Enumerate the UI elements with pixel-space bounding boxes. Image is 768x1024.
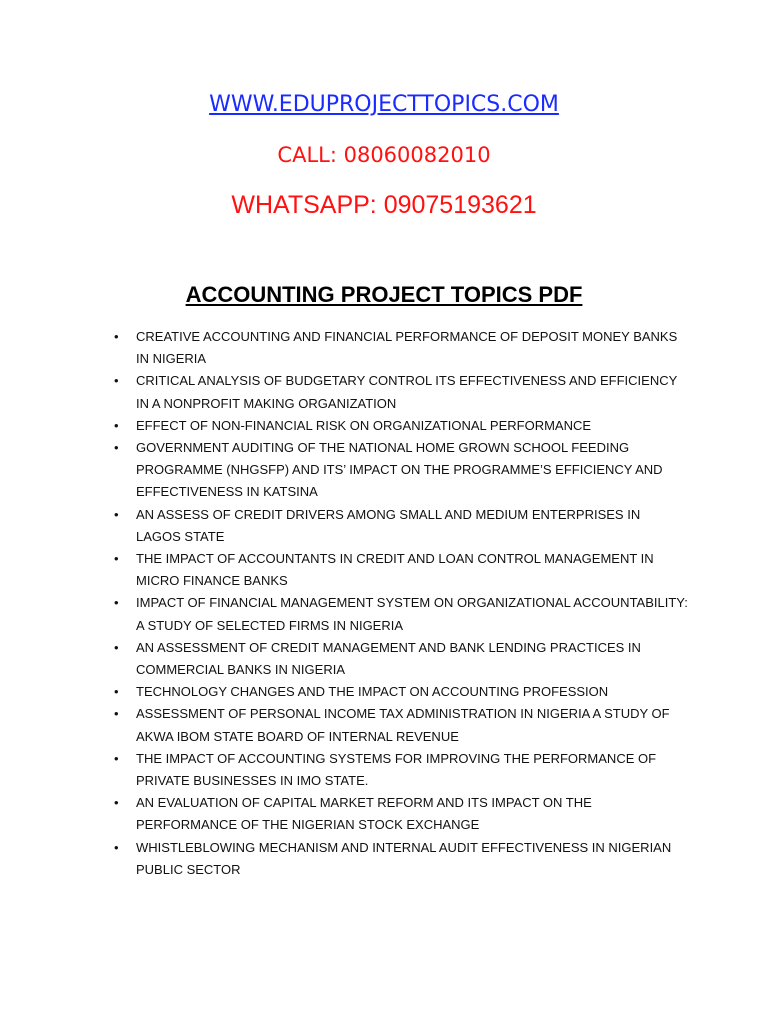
- topic-text: GOVERNMENT AUDITING OF THE NATIONAL HOME GROWN SCHOOL FEEDING PROGRAMME (NHGSFP) AND ITS’ IMPACT ON THE PROGRAMME’S EFFICIENCY AND EFFECTIVENESS IN KATSINA: [136, 440, 663, 500]
- topic-text: ASSESSMENT OF PERSONAL INCOME TAX ADMINISTRATION IN NIGERIA A STUDY OF AKWA IBOM STATE BOARD OF INTERNAL REVENUE: [136, 706, 670, 744]
- topic-text: WHISTLEBLOWING MECHANISM AND INTERNAL AUDIT EFFECTIVENESS IN NIGERIAN PUBLIC SECTOR: [136, 839, 672, 877]
- call-number: CALL: 08060082010: [277, 143, 491, 167]
- bullet-icon: •: [114, 639, 119, 655]
- website-link[interactable]: WWW.EDUPROJECTTOPICS.COM: [209, 92, 559, 117]
- list-item: [108, 837, 688, 881]
- list-item: [108, 592, 688, 636]
- document-title: ACCOUNTING PROJECT TOPICS PDF: [185, 282, 583, 307]
- list-item: [108, 326, 688, 370]
- topic-text: AN EVALUATION OF CAPITAL MARKET REFORM AND ITS IMPACT ON THE PERFORMANCE OF THE NIGERIAN STOCK EXCHANGE: [136, 795, 592, 833]
- bullet-icon: •: [114, 684, 119, 700]
- topic-text: THE IMPACT OF ACCOUNTING SYSTEMS FOR IMPROVING THE PERFORMANCE OF PRIVATE BUSINESSES IN IMO STATE.: [136, 750, 657, 789]
- whatsapp-number: WHATSAPP: 09075193621: [231, 191, 537, 219]
- list-item: [108, 748, 688, 792]
- list-item: [108, 504, 688, 548]
- list-item: [108, 637, 688, 681]
- bullet-icon: •: [114, 329, 119, 344]
- bullet-icon: •: [114, 417, 119, 433]
- topic-text: CREATIVE ACCOUNTING AND FINANCIAL PERFORMANCE OF DEPOSIT MONEY BANKS IN NIGERIA: [136, 329, 678, 367]
- topic-list: [108, 326, 688, 881]
- list-item: [108, 437, 688, 504]
- topic-text: EFFECT OF NON-FINANCIAL RISK ON ORGANIZATIONAL PERFORMANCE: [136, 417, 592, 433]
- list-item: [108, 703, 688, 747]
- bullet-icon: •: [114, 750, 119, 766]
- topic-text: AN ASSESS OF CREDIT DRIVERS AMONG SMALL AND MEDIUM ENTERPRISES IN LAGOS STATE: [136, 506, 641, 544]
- list-item: [108, 548, 688, 592]
- bullet-icon: •: [114, 440, 119, 456]
- topic-text: IMPACT OF FINANCIAL MANAGEMENT SYSTEM ON ORGANIZATIONAL ACCOUNTABILITY: A STUDY OF SELECTED FIRMS IN NIGERIA: [136, 595, 688, 633]
- bullet-icon: •: [114, 551, 119, 567]
- topic-text: CRITICAL ANALYSIS OF BUDGETARY CONTROL ITS EFFECTIVENESS AND EFFICIENCY IN A NONPROFIT MAKING ORGANIZATION: [136, 373, 678, 411]
- topic-text: THE IMPACT OF ACCOUNTANTS IN CREDIT AND LOAN CONTROL MANAGEMENT IN MICRO FINANCE BANKS: [136, 551, 654, 589]
- bullet-icon: •: [114, 506, 119, 522]
- list-item: [108, 370, 688, 414]
- bullet-icon: •: [114, 595, 119, 611]
- list-item: [108, 415, 688, 437]
- topic-text: TECHNOLOGY CHANGES AND THE IMPACT ON ACCOUNTING PROFESSION: [136, 684, 609, 700]
- bullet-icon: •: [114, 839, 119, 855]
- list-item: [108, 792, 688, 836]
- bullet-icon: •: [114, 706, 119, 722]
- topic-text: AN ASSESSMENT OF CREDIT MANAGEMENT AND BANK LENDING PRACTICES IN COMMERCIAL BANKS IN NIGERIA: [136, 639, 641, 678]
- list-item: [108, 681, 688, 703]
- bullet-icon: •: [114, 795, 119, 811]
- bullet-icon: •: [114, 373, 119, 389]
